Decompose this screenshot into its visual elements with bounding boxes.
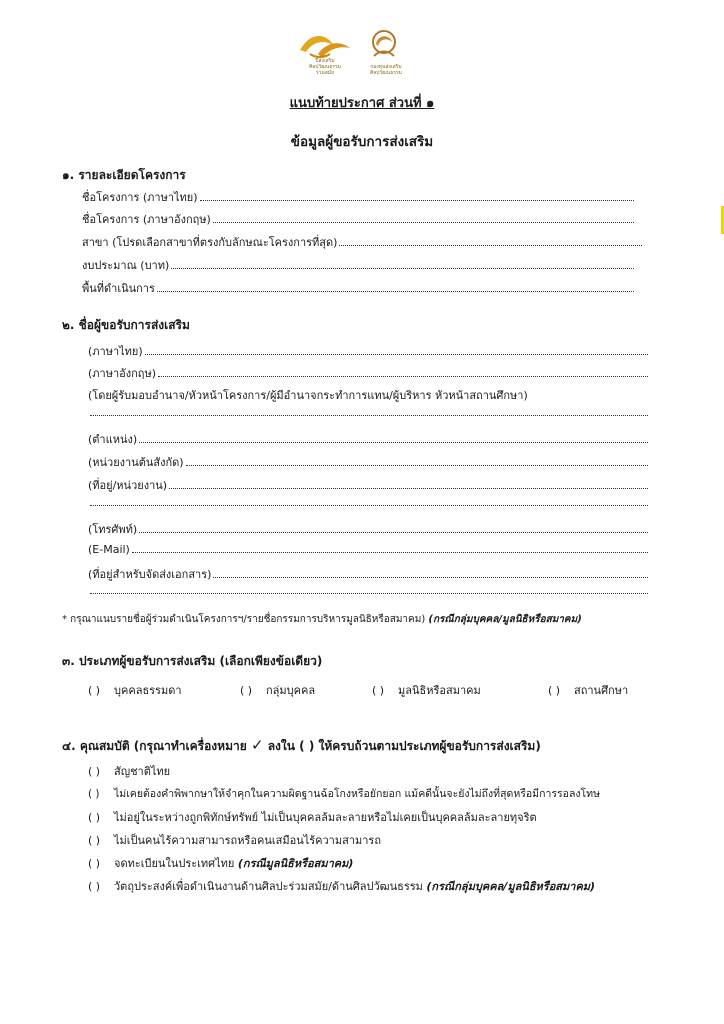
checkbox[interactable]: ( ) <box>88 684 101 697</box>
item-text: วัตถุประสงค์เพื่อดำเนินงานด้านศิลปะร่วมสมัย/ด้านศิลปวัฒนธรรม <box>114 880 423 893</box>
qualification-item[interactable] <box>88 785 600 802</box>
culture-fund-logo-icon <box>364 26 404 66</box>
qualification-item[interactable] <box>88 831 381 849</box>
item-emphasis: (กรณีกลุ่มบุคคล/มูลนิธิหรือสมาคม) <box>426 880 596 893</box>
right-logo-caption: กองทุนส่งเสริม ศิลปวัฒนธรรม <box>370 64 402 76</box>
fill-line[interactable] <box>171 259 634 269</box>
section1-title: ๑. รายละเอียดโครงการ <box>62 168 186 182</box>
agency-field[interactable] <box>88 453 648 471</box>
checkbox[interactable]: ( ) <box>88 765 101 778</box>
title-part: ๔. คุณสมบัติ (กรุณาทำเครื่องหมาย <box>62 739 247 753</box>
fill-line[interactable] <box>139 523 648 533</box>
form-title: ข้อมูลผู้ขอรับการส่งเสริม <box>290 134 434 150</box>
operation-area-field[interactable] <box>82 279 634 297</box>
fill-line[interactable] <box>339 236 642 246</box>
qualification-item[interactable] <box>88 877 595 895</box>
checkbox[interactable]: ( ) <box>88 834 101 847</box>
mailing-address-field[interactable] <box>88 565 648 583</box>
item-text: ไม่เคยต้องคำพิพากษาให้จำคุกในความผิดฐานฉ้อโกงหรือยักยอก แม้คดีนั้นจะยังไม่ถึงที่สุดหรือมีการรอลงโทษ <box>114 788 600 800</box>
fill-line[interactable] <box>169 479 648 489</box>
field-label: (โทรศัพท์) <box>88 523 138 536</box>
authority-fill-line[interactable] <box>90 414 648 416</box>
field-label: (E-Mail) <box>88 543 130 556</box>
item-text: จดทะเบียนในประเทศไทย <box>114 857 235 870</box>
authority-label <box>88 386 528 404</box>
checkbox[interactable]: ( ) <box>88 880 101 893</box>
type-option-group[interactable] <box>240 681 315 699</box>
field-label: (หน่วยงานต้นสังกัด) <box>88 456 184 469</box>
left-logo-caption: ปีส่งเสริม ศิลปวัฒนธรรม ร่วมสมัย <box>309 58 341 76</box>
item-text: สัญชาติไทย <box>114 765 171 778</box>
item-text: ไม่อยู่ในระหว่างถูกพิทักษ์ทรัพย์ ไม่เป็นบุคคลล้มละลายหรือไม่เคยเป็นบุคคลล้มละลายทุจริต <box>114 811 537 824</box>
address-fill-line[interactable] <box>90 504 648 506</box>
fill-line[interactable] <box>213 213 634 223</box>
header-logos <box>296 24 426 80</box>
note-text: * กรุณาแนบรายชื่อผู้ร่วมดำเนินโครงการฯ/รายชื่อกรรมการบริหารมูลนิธิหรือสมาคม) <box>62 614 426 625</box>
annex-title: แนบท้ายประกาศ ส่วนที่ ๑ <box>289 96 435 111</box>
fill-line[interactable] <box>145 345 648 355</box>
field-label: พื้นที่ดำเนินการ <box>82 282 155 295</box>
fill-line[interactable] <box>200 191 634 201</box>
attachment-note <box>62 612 582 627</box>
fill-line[interactable] <box>132 543 648 553</box>
qualification-item[interactable] <box>88 808 537 826</box>
fill-line[interactable] <box>186 456 648 466</box>
fill-line[interactable] <box>158 367 648 377</box>
email-field[interactable] <box>88 543 648 556</box>
checkmark-icon: ✓ <box>250 736 264 754</box>
option-label: มูลนิธิหรือสมาคม <box>398 684 481 697</box>
option-label: บุคคลธรรมดา <box>114 684 182 697</box>
type-option-school[interactable] <box>548 681 628 699</box>
checkbox[interactable]: ( ) <box>372 684 385 697</box>
item-text: ไม่เป็นคนไร้ความสามารถหรือคนเสมือนไร้ความสามารถ <box>114 834 381 847</box>
applicant-english-name-field[interactable] <box>88 364 648 382</box>
project-name-english-field[interactable] <box>82 210 634 228</box>
applicant-thai-name-field[interactable] <box>88 342 648 360</box>
branch-field[interactable] <box>82 233 642 251</box>
type-option-individual[interactable] <box>88 681 182 699</box>
field-label: สาขา (โปรดเลือกสาขาที่ตรงกับลักษณะโครงการที่สุด) <box>82 236 338 249</box>
checkbox[interactable]: ( ) <box>240 684 253 697</box>
qualification-item[interactable] <box>88 762 170 780</box>
fill-line[interactable] <box>213 568 648 578</box>
checkbox[interactable]: ( ) <box>88 788 100 800</box>
checkbox[interactable]: ( ) <box>88 857 101 870</box>
type-option-foundation[interactable] <box>372 681 481 699</box>
section3-title: ๓. ประเภทผู้ขอรับการส่งเสริม (เลือกเพียงข้อเดียว) <box>62 654 323 668</box>
field-label: (ที่อยู่สำหรับจัดส่งเอกสาร) <box>88 568 212 581</box>
fill-line[interactable] <box>139 433 648 443</box>
option-label: สถานศึกษา <box>574 684 629 697</box>
section4-title <box>62 736 541 756</box>
phone-field[interactable] <box>88 520 648 538</box>
position-field[interactable] <box>88 430 648 448</box>
field-label: (ภาษาไทย) <box>88 345 143 358</box>
title-part: ลงใน ( ) ให้ครบถ้วนตามประเภทผู้ขอรับการส่งเสริม) <box>267 739 541 753</box>
checkbox[interactable]: ( ) <box>88 811 101 824</box>
fill-line[interactable] <box>157 282 634 292</box>
field-label: (ภาษาอังกฤษ) <box>88 367 156 380</box>
option-label: กลุ่มบุคคล <box>266 684 316 697</box>
section2-title: ๒. ชื่อผู้ขอรับการส่งเสริม <box>62 318 190 332</box>
note-emphasis: (กรณีกลุ่มบุคคล/มูลนิธิหรือสมาคม) <box>428 614 582 625</box>
checkbox[interactable]: ( ) <box>548 684 561 697</box>
project-name-thai-field[interactable] <box>82 188 634 206</box>
budget-field[interactable] <box>82 256 634 274</box>
field-label: (ที่อยู่/หน่วยงาน) <box>88 479 168 492</box>
field-label: งบประมาณ (บาท) <box>82 259 170 272</box>
field-label: (ตำแหน่ง) <box>88 433 138 446</box>
item-emphasis: (กรณีมูลนิธิหรือสมาคม) <box>237 857 354 870</box>
field-label: ชื่อโครงการ (ภาษาไทย) <box>82 191 198 204</box>
field-label: (โดยผู้รับมอบอำนาจ/หัวหน้าโครงการ/ผู้มีอำนาจกระทำการแทน/ผู้บริหาร หัวหน้าสถานศึกษา) <box>88 389 528 402</box>
mailing-address-fill-line[interactable] <box>90 592 648 594</box>
address-field[interactable] <box>88 476 648 494</box>
field-label: ชื่อโครงการ (ภาษาอังกฤษ) <box>82 213 211 226</box>
qualification-item[interactable] <box>88 854 353 872</box>
